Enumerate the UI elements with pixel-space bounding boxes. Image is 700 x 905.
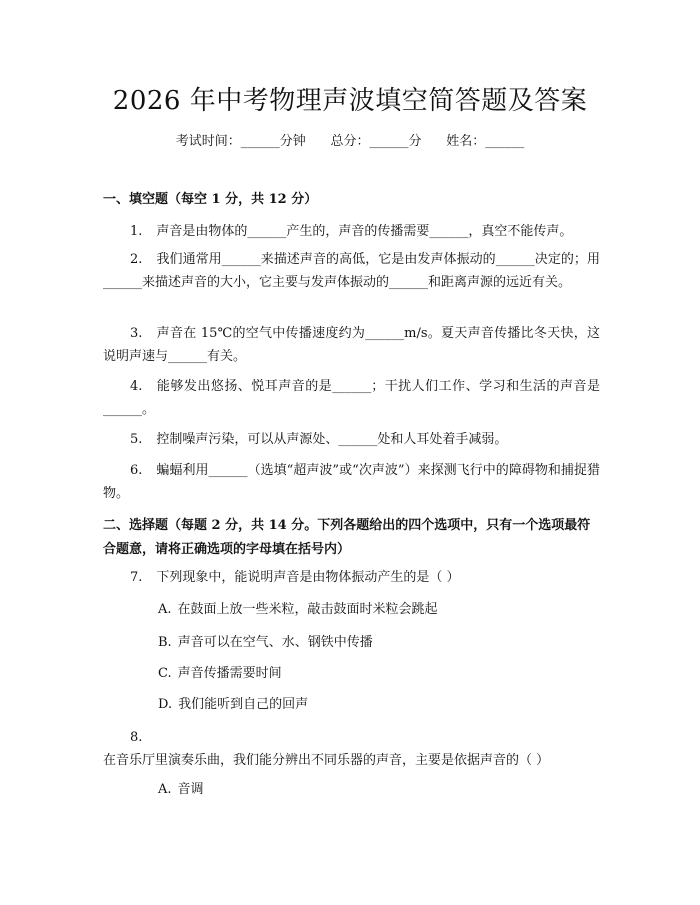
question-text: 蝙蝠利用______（选填“超声波”或“次声波”）来探测飞行中的障碍物和捕捉猎物。 [103,463,600,501]
option-letter: A. [158,602,172,617]
question-number: 7. [130,570,143,585]
question-1 [103,220,600,243]
question-text: 控制噪声污染，可以从声源处、______处和人耳处着手减弱。 [156,432,508,447]
question-7 [103,566,600,589]
option-letter: D. [158,697,173,712]
option-text: 我们能听到自己的回声 [178,697,309,712]
q8-option-a [158,780,598,800]
question-3 [103,322,600,368]
section2-heading: 二、选择题（每题 2 分，共 14 分。下列各题给出的四个选项中，只有一个选项最符合题意，请将正确选项的字母填在括号内） [103,518,591,557]
q7-option-a [158,600,598,620]
q7-option-d [158,695,598,715]
question-text: 声音是由物体的______产生的，声音的传播需要______，真空不能传声。 [156,224,573,239]
option-letter: A. [158,782,172,797]
question-4 [103,375,600,421]
section1-heading: 一、填空题（每空 1 分，共 12 分） [103,192,318,207]
document-title: 2026 年中考物理声波填空简答题及答案 [112,86,588,116]
question-text: 声音在 15℃的空气中传播速度约为______m/s。夏天声音传播比冬天快，这说明声速与______有关。 [103,326,600,364]
q7-option-b [158,633,598,653]
question-5 [103,428,600,451]
q7-option-c [158,664,598,684]
exam-meta-line: 考试时间：______分钟 总分：______分 姓名：______ [175,134,525,149]
option-letter: B. [158,635,172,650]
question-2 [103,248,600,294]
option-letter: C. [158,666,172,681]
question-number: 1. [130,224,143,239]
option-text: 在鼓面上放一些米粒，敲击鼓面时米粒会跳起 [177,602,438,617]
question-number: 8. [130,730,143,745]
option-text: 声音传播需要时间 [177,666,282,681]
question-number: 4. [130,379,143,394]
question-number: 5. [130,432,143,447]
question-6 [103,459,600,505]
question-number: 2. [130,252,143,267]
question-8 [103,726,600,772]
question-text: 能够发出悠扬、悦耳声音的是______；干扰人们工作、学习和生活的声音是______。 [103,379,600,417]
question-number: 3. [130,326,143,341]
question-text: 在音乐厅里演奏乐曲，我们能分辨出不同乐器的声音，主要是依据声音的（ ） [103,753,550,768]
option-text: 音调 [177,782,204,797]
question-text: 下列现象中，能说明声音是由物体振动产生的是（ ） [156,570,460,585]
question-text: 我们通常用______来描述声音的高低，它是由发声体振动的______决定的；用______来描述声音的大小，它主要与发声体振动的______和距离声源的远近有关。 [103,252,600,290]
option-text: 声音可以在空气、水、钢铁中传播 [177,635,373,650]
question-number: 6. [130,463,143,478]
